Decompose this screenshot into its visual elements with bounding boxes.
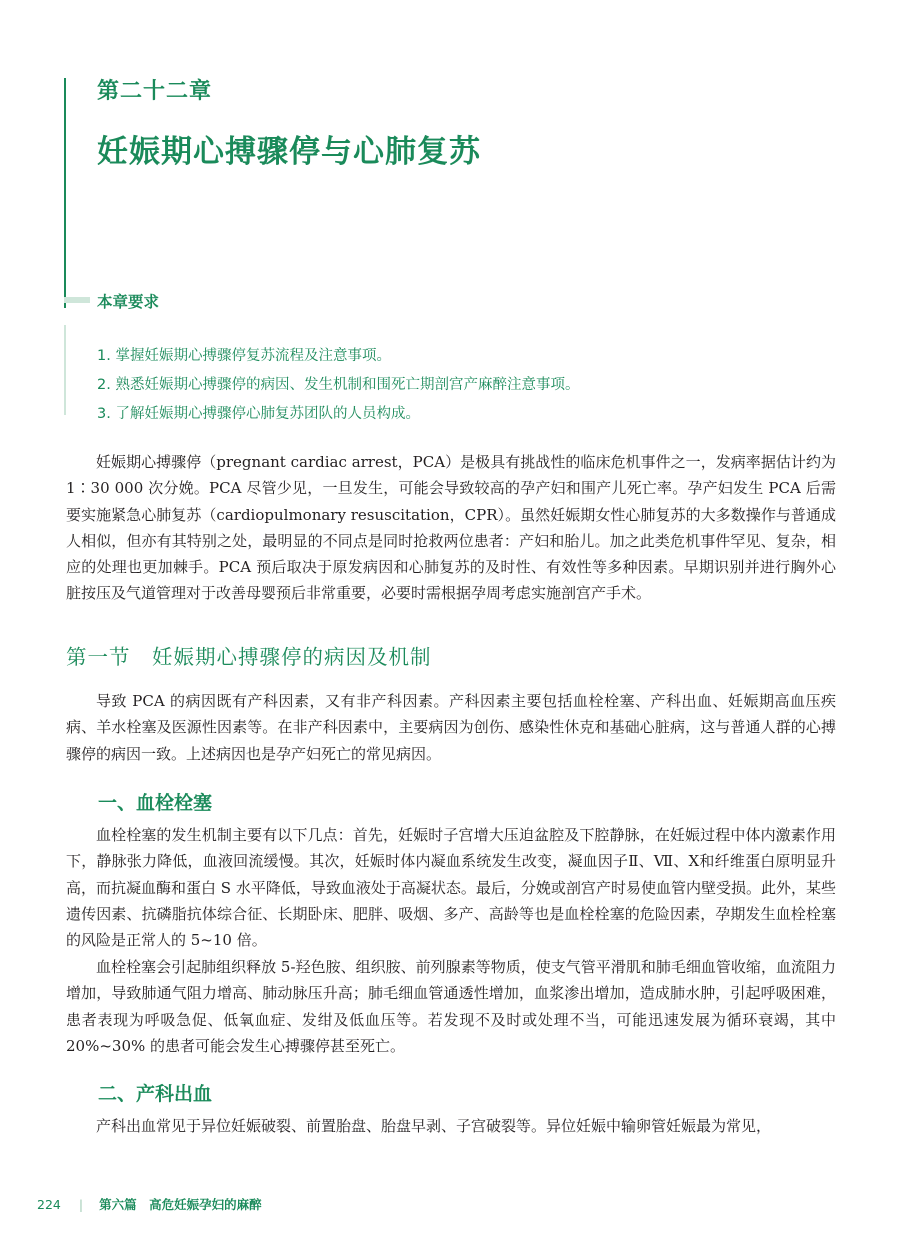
chapter-label: 第二十二章 [97,79,213,104]
footer-separator: | [78,1197,84,1212]
requirements-rule [64,325,66,415]
chapter-title: 妊娠期心搏骤停与心肺复苏 [97,134,481,170]
part-title: 第六篇 高危妊娠孕妇的麻醉 [99,1197,262,1212]
requirement-item: 2. 熟悉妊娠期心搏骤停的病因、发生机制和围死亡期剖宫产麻醉注意事项。 [97,377,580,393]
section-title: 第一节 妊娠期心搏骤停的病因及机制 [66,645,432,669]
requirement-item: 3. 了解妊娠期心搏骤停心肺复苏团队的人员构成。 [97,406,420,422]
section-paragraph: 导致 PCA 的病因既有产科因素，又有非产科因素。产科因素主要包括血栓栓塞、产科出血、妊娠期高血压疾病、羊水栓塞及医源性因素等。在非产科因素中，主要病因为创伤、感染性休克和基础心脏病，这与普通人群的心搏骤停的病因一致。上述病因也是孕产妇死亡的常见病因。 [66,692,836,763]
thrombo-paragraph-2: 血栓栓塞会引起肺组织释放 5-羟色胺、组织胺、前列腺素等物质，使支气管平滑肌和肺毛细血管收缩，血流阻力增加，导致肺通气阻力增高、肺动脉压升高；肺毛细血管通透性增加，血浆渗出增加，造成肺水肿，引起呼吸困难，患者表现为呼吸急促、低氧血症、发绀及低血压等。若发现不及时或处理不当，可能迅速发展为循环衰竭，其中 20%~30% 的患者可能会发生心搏骤停甚至死亡。 [66,958,836,1055]
requirements-heading: 本章要求 [97,293,160,311]
page-number: 224 [37,1197,61,1212]
thrombo-paragraph-1: 血栓栓塞的发生机制主要有以下几点：首先，妊娠时子宫增大压迫盆腔及下腔静脉，在妊娠过程中体内激素作用下，静脉张力降低，血液回流缓慢。其次，妊娠时体内凝血系统发生改变，凝血因子Ⅱ、Ⅶ、Ⅹ和纤维蛋白原明显升高，而抗凝血酶和蛋白 S 水平降低，导致血液处于高凝状态。最后，分娩或剖宫产时易使血管内壁受损。此外，某些遗传因素、抗磷脂抗体综合征、长期卧床、肥胖、吸烟、多产、高龄等也是血栓栓塞的危险因素，孕期发生血栓栓塞的风险是正常人的 5~10 倍。 [66,826,836,950]
subsection-title-thrombo: 一、血栓栓塞 [98,792,213,814]
page-footer [37,1195,262,1213]
subsection-title-hemorrhage: 二、产科出血 [98,1083,213,1105]
requirement-item: 1. 掌握妊娠期心搏骤停复苏流程及注意事项。 [97,348,391,364]
requirements-marker [64,297,90,303]
intro-paragraph: 妊娠期心搏骤停（pregnant cardiac arrest，PCA）是极具有挑战性的临床危机事件之一，发病率据估计约为 1∶30 000 次分娩。PCA 尽管少见，一旦发生，可能会导致较高的孕产妇和围产儿死亡率。孕产妇发生 PCA 后需要实施紧急心肺复苏（cardiopulmonary resuscitation，CPR）。虽然妊娠期女性心肺复苏的大多数操作与普通成人相似，但亦有其特别之处，最明显的不同点是同时抢救两位患者：产妇和胎儿。加之此类危机事件罕见、复杂，相应的处理也更加棘手。PCA 预后取决于原发病因和心肺复苏的及时性、有效性等多种因素。早期识别并进行胸外心脏按压及气道管理对于改善母婴预后非常重要，必要时需根据孕周考虑实施剖宫产手术。 [66,453,836,603]
requirements-list [97,342,579,429]
hemorrhage-paragraph: 产科出血常见于异位妊娠破裂、前置胎盘、胎盘早剥、子宫破裂等。异位妊娠中输卵管妊娠最为常见， [96,1117,772,1135]
chapter-accent-bar [64,78,66,308]
